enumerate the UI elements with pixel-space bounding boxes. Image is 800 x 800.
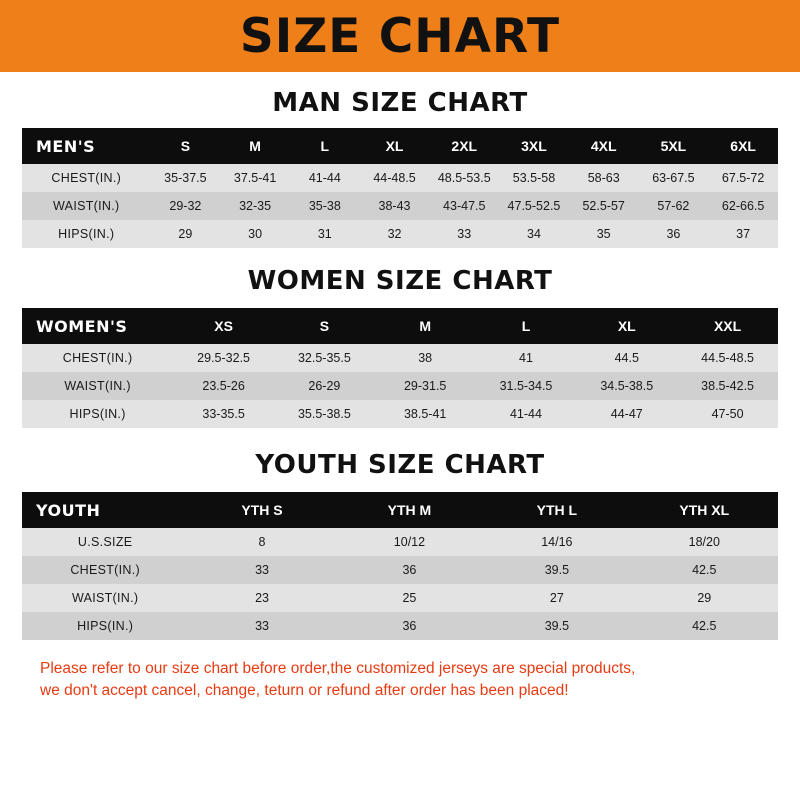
column-header: L <box>476 308 577 344</box>
cell: 63-67.5 <box>639 164 709 192</box>
cell: 33 <box>188 556 335 584</box>
column-header: MEN'S <box>22 128 151 164</box>
table-row <box>22 192 778 220</box>
column-header: YTH M <box>336 492 483 528</box>
cell: 35.5-38.5 <box>274 400 375 428</box>
row-header: CHEST(IN.) <box>22 164 151 192</box>
table-row <box>22 372 778 400</box>
column-header: XS <box>173 308 274 344</box>
column-header: XXL <box>677 308 778 344</box>
footer-note-line-1: Please refer to our size chart before order,the customized jerseys are special products, <box>40 660 636 677</box>
cell: 67.5-72 <box>708 164 778 192</box>
cell: 37 <box>708 220 778 248</box>
cell: 29 <box>631 584 778 612</box>
cell: 26-29 <box>274 372 375 400</box>
cell: 41-44 <box>476 400 577 428</box>
column-header: YTH S <box>188 492 335 528</box>
cell: 29-31.5 <box>375 372 476 400</box>
cell: 10/12 <box>336 528 483 556</box>
row-header: CHEST(IN.) <box>22 556 188 584</box>
cell: 32 <box>360 220 430 248</box>
women-section-title: WOMEN SIZE CHART <box>247 266 553 296</box>
column-header: WOMEN'S <box>22 308 173 344</box>
cell: 38.5-42.5 <box>677 372 778 400</box>
cell: 62-66.5 <box>708 192 778 220</box>
table-row <box>22 220 778 248</box>
cell: 39.5 <box>483 612 630 640</box>
cell: 44-48.5 <box>360 164 430 192</box>
table-row <box>22 164 778 192</box>
cell: 27 <box>483 584 630 612</box>
youth-section-title: YOUTH SIZE CHART <box>255 450 545 480</box>
row-header: HIPS(IN.) <box>22 612 188 640</box>
table-row <box>22 400 778 428</box>
table-row <box>22 556 778 584</box>
cell: 23.5-26 <box>173 372 274 400</box>
column-header: 5XL <box>639 128 709 164</box>
cell: 58-63 <box>569 164 639 192</box>
column-header: YTH XL <box>631 492 778 528</box>
column-header: XL <box>360 128 430 164</box>
cell: 33-35.5 <box>173 400 274 428</box>
column-header: 3XL <box>499 128 569 164</box>
cell: 18/20 <box>631 528 778 556</box>
column-header: 4XL <box>569 128 639 164</box>
table-row <box>22 612 778 640</box>
cell: 47-50 <box>677 400 778 428</box>
column-header: YOUTH <box>22 492 188 528</box>
column-header: S <box>274 308 375 344</box>
cell: 36 <box>336 612 483 640</box>
cell: 38 <box>375 344 476 372</box>
table-header-row <box>22 492 778 528</box>
footer-note-line-2: we don't accept cancel, change, teturn or refund after order has been placed! <box>40 682 569 700</box>
row-header: WAIST(IN.) <box>22 192 151 220</box>
cell: 52.5-57 <box>569 192 639 220</box>
cell: 33 <box>188 612 335 640</box>
cell: 36 <box>336 556 483 584</box>
table-header-row <box>22 128 778 164</box>
table-row <box>22 344 778 372</box>
cell: 33 <box>429 220 499 248</box>
row-header: U.S.SIZE <box>22 528 188 556</box>
banner <box>0 0 800 72</box>
row-header: HIPS(IN.) <box>22 400 173 428</box>
row-header: HIPS(IN.) <box>22 220 151 248</box>
cell: 47.5-52.5 <box>499 192 569 220</box>
cell: 42.5 <box>631 556 778 584</box>
column-header: YTH L <box>483 492 630 528</box>
cell: 29.5-32.5 <box>173 344 274 372</box>
page-title: SIZE CHART <box>239 8 561 64</box>
table-row <box>22 584 778 612</box>
cell: 38-43 <box>360 192 430 220</box>
cell: 35 <box>569 220 639 248</box>
cell: 30 <box>220 220 290 248</box>
cell: 31.5-34.5 <box>476 372 577 400</box>
cell: 44-47 <box>576 400 677 428</box>
row-header: WAIST(IN.) <box>22 372 173 400</box>
cell: 41 <box>476 344 577 372</box>
cell: 23 <box>188 584 335 612</box>
cell: 42.5 <box>631 612 778 640</box>
column-header: 2XL <box>429 128 499 164</box>
footer-note <box>22 658 778 703</box>
cell: 31 <box>290 220 360 248</box>
row-header: WAIST(IN.) <box>22 584 188 612</box>
cell: 8 <box>188 528 335 556</box>
content <box>0 88 800 703</box>
cell: 44.5-48.5 <box>677 344 778 372</box>
column-header: XL <box>576 308 677 344</box>
cell: 14/16 <box>483 528 630 556</box>
cell: 35-37.5 <box>151 164 221 192</box>
column-header: M <box>375 308 476 344</box>
column-header: M <box>220 128 290 164</box>
cell: 29 <box>151 220 221 248</box>
cell: 35-38 <box>290 192 360 220</box>
column-header: 6XL <box>708 128 778 164</box>
cell: 44.5 <box>576 344 677 372</box>
table-header-row <box>22 308 778 344</box>
cell: 34.5-38.5 <box>576 372 677 400</box>
cell: 37.5-41 <box>220 164 290 192</box>
cell: 57-62 <box>639 192 709 220</box>
cell: 41-44 <box>290 164 360 192</box>
women-size-table <box>22 308 778 428</box>
cell: 48.5-53.5 <box>429 164 499 192</box>
row-header: CHEST(IN.) <box>22 344 173 372</box>
column-header: S <box>151 128 221 164</box>
cell: 43-47.5 <box>429 192 499 220</box>
man-size-table <box>22 128 778 248</box>
cell: 38.5-41 <box>375 400 476 428</box>
cell: 36 <box>639 220 709 248</box>
column-header: L <box>290 128 360 164</box>
cell: 32-35 <box>220 192 290 220</box>
cell: 39.5 <box>483 556 630 584</box>
table-row <box>22 528 778 556</box>
cell: 34 <box>499 220 569 248</box>
cell: 29-32 <box>151 192 221 220</box>
cell: 53.5-58 <box>499 164 569 192</box>
cell: 32.5-35.5 <box>274 344 375 372</box>
youth-size-table <box>22 492 778 640</box>
cell: 25 <box>336 584 483 612</box>
man-section-title: MAN SIZE CHART <box>272 88 528 118</box>
